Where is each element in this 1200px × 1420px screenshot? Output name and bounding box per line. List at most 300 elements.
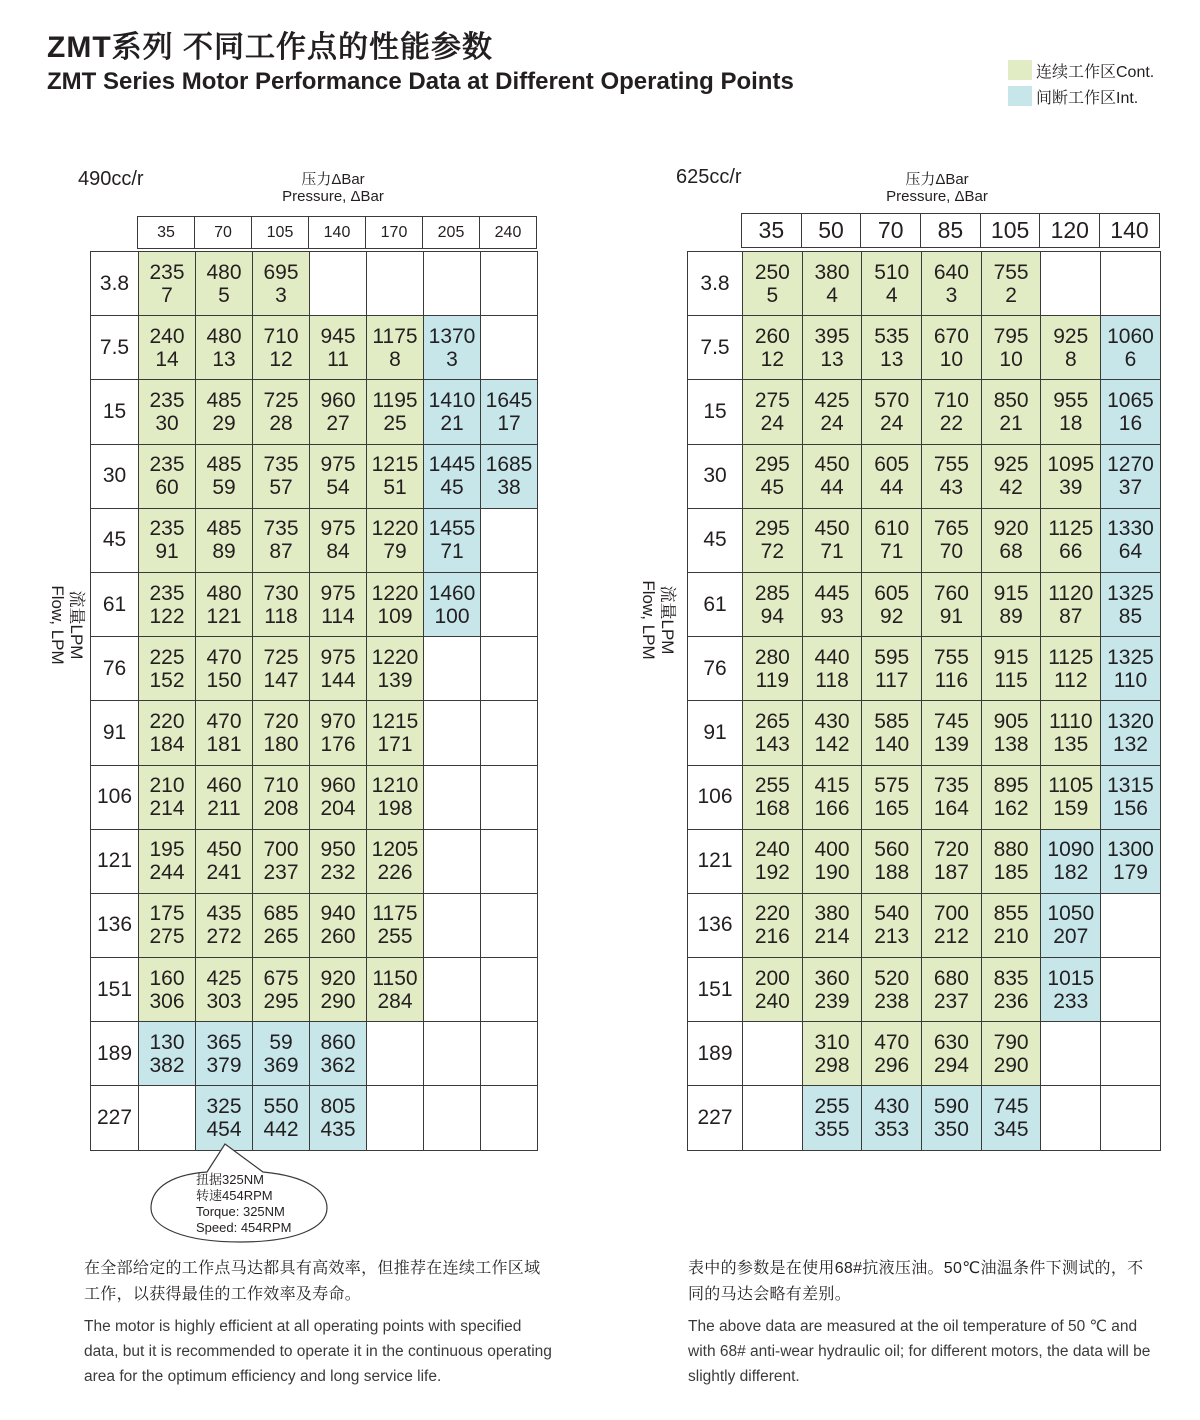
- speed-value: 4: [826, 283, 838, 307]
- speed-value: 284: [377, 989, 413, 1013]
- pressure-label-cn: 压力ΔBar: [905, 171, 969, 188]
- data-cell: [1101, 444, 1161, 508]
- torque-value: 1175: [372, 324, 418, 348]
- speed-value: 3: [945, 283, 958, 307]
- torque-value: 710: [263, 324, 299, 348]
- data-cell: [196, 1022, 253, 1086]
- torque-value: 925: [993, 453, 1029, 477]
- torque-value: 720: [263, 709, 299, 733]
- pressure-header-cell: 70: [195, 217, 252, 249]
- speed-value: 296: [874, 1053, 910, 1077]
- torque-value: 130: [149, 1030, 185, 1054]
- speed-value: 303: [206, 989, 242, 1013]
- data-cell: [1041, 380, 1101, 444]
- data-cell: [196, 893, 253, 957]
- data-cell: [1101, 316, 1161, 380]
- pressure-header-cell: 50: [801, 214, 861, 248]
- table-row: [91, 701, 538, 765]
- speed-value: 159: [1053, 797, 1089, 821]
- data-cell: [367, 380, 424, 444]
- data-cell: [802, 701, 862, 765]
- flow-cell: 61: [91, 572, 139, 636]
- data-cell: [1041, 1086, 1101, 1150]
- data-cell: [367, 252, 424, 316]
- speed-value: 164: [933, 797, 969, 821]
- data-cell: [367, 701, 424, 765]
- data-cell: [743, 1086, 803, 1150]
- torque-value: 1050: [1047, 902, 1095, 926]
- data-cell: [802, 316, 862, 380]
- pressure-header-cell: 35: [742, 214, 802, 248]
- speed-value: 171: [377, 732, 413, 756]
- speed-value: 22: [939, 411, 964, 435]
- speed-value: 185: [993, 861, 1029, 885]
- data-cell: [1041, 1022, 1101, 1086]
- torque-value: 920: [993, 517, 1029, 541]
- torque-value: 1315: [1107, 774, 1154, 798]
- data-cell: [981, 1022, 1041, 1086]
- pressure-header-cell: 140: [309, 217, 366, 249]
- torque-value: 975: [320, 453, 356, 477]
- torque-value: 1175: [372, 902, 418, 926]
- data-cell: [481, 444, 538, 508]
- torque-value: 430: [874, 1095, 910, 1119]
- data-cell: [253, 1086, 310, 1150]
- speed-value: 298: [814, 1053, 850, 1077]
- data-cell: [310, 316, 367, 380]
- torque-value: 630: [933, 1030, 969, 1054]
- table-row: [688, 701, 1161, 765]
- data-cell: [310, 1086, 367, 1150]
- speed-value: 198: [377, 797, 413, 821]
- data-cell: [862, 380, 922, 444]
- speed-value: 138: [993, 732, 1029, 756]
- data-cell: [253, 701, 310, 765]
- torque-value: 1065: [1107, 388, 1154, 412]
- speed-value: 68: [999, 540, 1023, 564]
- speed-value: 353: [874, 1118, 910, 1142]
- speed-value: 156: [1112, 797, 1148, 821]
- speed-value: 166: [814, 797, 850, 821]
- torque-value: 360: [814, 966, 850, 990]
- speed-value: 143: [754, 732, 790, 756]
- data-cell: [743, 380, 803, 444]
- torque-value: 480: [206, 581, 242, 605]
- legend-int: [1008, 86, 1138, 106]
- data-cell: [743, 893, 803, 957]
- torque-value: 755: [933, 453, 969, 477]
- speed-value: 114: [321, 604, 355, 628]
- torque-value: 450: [814, 517, 850, 541]
- pressure-header-cell: 240: [480, 217, 537, 249]
- torque-value: 235: [149, 453, 185, 477]
- data-cell: [424, 316, 481, 380]
- flow-cell: 121: [688, 829, 743, 893]
- data-cell: [253, 765, 310, 829]
- speed-value: 180: [263, 732, 299, 756]
- data-cell: [481, 637, 538, 701]
- table-row: [91, 508, 538, 572]
- torque-value: 430: [814, 709, 850, 733]
- torque-value: 1060: [1107, 324, 1154, 348]
- torque-value: 700: [933, 902, 969, 926]
- data-cell: [424, 893, 481, 957]
- data-cell: [424, 1086, 481, 1150]
- data-cell: [196, 637, 253, 701]
- legend-cont-swatch: [1008, 60, 1032, 80]
- speed-value: 71: [880, 540, 904, 564]
- torque-value: 380: [814, 260, 850, 284]
- speed-value: 24: [760, 411, 785, 435]
- table-row: [688, 1022, 1161, 1086]
- torque-value: 485: [206, 388, 242, 412]
- data-cell: [310, 380, 367, 444]
- speed-value: 4: [885, 283, 898, 307]
- data-cell: [481, 508, 538, 572]
- data-cell: [862, 444, 922, 508]
- speed-value: 16: [1118, 411, 1143, 435]
- speed-value: 140: [874, 732, 910, 756]
- speed-value: 93: [820, 604, 844, 628]
- torque-value: 1125: [1048, 645, 1094, 669]
- speed-value: 17: [497, 411, 521, 435]
- data-cell: [743, 316, 803, 380]
- speed-value: 435: [320, 1118, 356, 1142]
- speed-value: 306: [149, 989, 185, 1013]
- pressure-header-cell: 35: [138, 217, 195, 249]
- flow-cell: 136: [688, 893, 743, 957]
- data-cell: [367, 1086, 424, 1150]
- torque-value: 760: [933, 581, 969, 605]
- data-cell: [922, 958, 982, 1022]
- data-cell: [1041, 765, 1101, 829]
- data-cell: [310, 829, 367, 893]
- speed-value: 44: [820, 476, 844, 500]
- torque-value: 470: [874, 1030, 910, 1054]
- torque-value: 59: [269, 1030, 293, 1054]
- data-cell: [424, 701, 481, 765]
- data-cell: [743, 444, 803, 508]
- torque-value: 255: [754, 774, 790, 798]
- speed-value: 3: [446, 347, 458, 371]
- table-row: [688, 829, 1161, 893]
- torque-value: 435: [206, 902, 242, 926]
- torque-value: 720: [933, 838, 969, 862]
- torque-value: 850: [993, 388, 1029, 412]
- data-cell: [424, 829, 481, 893]
- speed-value: 89: [212, 540, 236, 564]
- note-left-en: The motor is highly efficient at all operating points with specified data, but it is recommended to operate it in the continuous operating area for the optimum efficiency and long service life.: [84, 1318, 552, 1385]
- data-cell: [424, 380, 481, 444]
- data-cell: [862, 958, 922, 1022]
- data-cell: [253, 252, 310, 316]
- legend-cont: [1008, 60, 1154, 80]
- data-cell: [922, 765, 982, 829]
- data-cell: [253, 829, 310, 893]
- speed-value: 187: [933, 861, 969, 885]
- data-cell: [424, 508, 481, 572]
- data-cell: [139, 829, 196, 893]
- torque-value: 605: [874, 453, 910, 477]
- torque-value: 195: [149, 838, 185, 862]
- torque-value: 950: [320, 838, 356, 862]
- flow-label-cn: 流量LPM: [658, 585, 677, 655]
- speed-value: 210: [993, 925, 1029, 949]
- speed-value: 442: [263, 1118, 299, 1142]
- torque-value: 425: [206, 966, 242, 990]
- speed-value: 144: [320, 668, 356, 692]
- data-cell: [1101, 637, 1161, 701]
- speed-value: 21: [999, 411, 1023, 435]
- data-cell: [310, 637, 367, 701]
- data-cell: [367, 893, 424, 957]
- speed-value: 45: [440, 476, 464, 500]
- speed-value: 64: [1118, 540, 1143, 564]
- torque-value: 470: [206, 645, 242, 669]
- data-cell: [1101, 508, 1161, 572]
- torque-value: 605: [874, 581, 910, 605]
- torque-value: 805: [320, 1095, 356, 1119]
- speed-value: 24: [820, 411, 844, 435]
- torque-value: 510: [874, 260, 910, 284]
- torque-value: 310: [814, 1030, 850, 1054]
- data-cell: [922, 444, 982, 508]
- data-cell: [253, 444, 310, 508]
- speed-value: 240: [754, 989, 790, 1013]
- flow-cell: 151: [688, 958, 743, 1022]
- data-cell: [139, 701, 196, 765]
- torque-value: 590: [933, 1095, 969, 1119]
- torque-value: 880: [993, 838, 1029, 862]
- data-cell: [981, 444, 1041, 508]
- data-cell: [196, 508, 253, 572]
- data-cell: [743, 252, 803, 316]
- torque-value: 380: [814, 902, 850, 926]
- speed-value: 142: [814, 732, 850, 756]
- torque-value: 975: [320, 645, 356, 669]
- speed-value: 79: [383, 540, 407, 564]
- flow-cell: 151: [91, 958, 139, 1022]
- pressure-header-cell: 140: [1100, 214, 1160, 248]
- data-cell: [196, 444, 253, 508]
- data-cell: [743, 958, 803, 1022]
- speed-value: 39: [1059, 476, 1083, 500]
- torque-value: 295: [754, 453, 790, 477]
- speed-value: 237: [263, 861, 299, 885]
- table-row: [688, 572, 1161, 636]
- torque-value: 235: [149, 260, 185, 284]
- data-cell: [1101, 893, 1161, 957]
- torque-value: 240: [754, 838, 790, 862]
- flow-cell: 15: [91, 380, 139, 444]
- speed-value: 179: [1112, 861, 1148, 885]
- torque-value: 535: [874, 324, 910, 348]
- table-row: [688, 508, 1161, 572]
- note-right-cn: 表中的参数是在使用68#抗液压油。50℃油温条件下测试的，不同的马达会略有差别。: [688, 1260, 1144, 1303]
- speed-value: 454: [206, 1118, 242, 1142]
- data-cell: [922, 572, 982, 636]
- data-cell: [196, 572, 253, 636]
- torque-value: 1455: [428, 517, 476, 541]
- torque-value: 485: [206, 517, 242, 541]
- data-cell: [481, 893, 538, 957]
- data-cell: [196, 316, 253, 380]
- data-cell: [481, 829, 538, 893]
- torque-value: 1205: [371, 838, 419, 862]
- data-cell: [981, 701, 1041, 765]
- torque-value: 945: [320, 324, 356, 348]
- data-cell: [922, 380, 982, 444]
- torque-value: 975: [320, 517, 356, 541]
- data-cell: [1041, 316, 1101, 380]
- flow-cell: 45: [91, 508, 139, 572]
- flow-label-490: [48, 575, 86, 675]
- table-row: [688, 893, 1161, 957]
- data-cell: [802, 893, 862, 957]
- data-cell: [1041, 829, 1101, 893]
- table-row: [688, 444, 1161, 508]
- torque-value: 1645: [485, 388, 533, 412]
- torque-value: 970: [320, 709, 356, 733]
- data-cell: [253, 637, 310, 701]
- flow-cell: 15: [688, 380, 743, 444]
- speed-value: 29: [212, 411, 236, 435]
- note-right-en: The above data are measured at the oil temperature of 50 ℃ and with 68# anti-wear hydraulic oil; for different motors, the data will be slightly different.: [688, 1318, 1151, 1385]
- data-cell: [1101, 1086, 1161, 1150]
- data-cell: [922, 637, 982, 701]
- data-cell: [253, 1022, 310, 1086]
- data-cell: [424, 765, 481, 829]
- legend-cont-label: 连续工作区Cont.: [1036, 63, 1155, 81]
- pressure-header-cell: 120: [1040, 214, 1100, 248]
- data-cell: [1101, 252, 1161, 316]
- data-cell: [196, 765, 253, 829]
- torque-value: 1215: [371, 453, 419, 477]
- data-cell: [367, 958, 424, 1022]
- data-cell: [253, 572, 310, 636]
- torque-value: 685: [263, 902, 299, 926]
- speed-value: 11: [327, 347, 349, 371]
- torque-value: 470: [206, 709, 242, 733]
- data-cell: [481, 252, 538, 316]
- speed-value: 237: [933, 989, 969, 1013]
- speed-value: 30: [155, 411, 179, 435]
- torque-value: 265: [754, 709, 790, 733]
- flow-cell: 76: [91, 637, 139, 701]
- data-cell: [981, 380, 1041, 444]
- pressure-header-cell: 85: [921, 214, 981, 248]
- callout-text: [196, 1172, 291, 1236]
- torque-value: 925: [1053, 324, 1089, 348]
- data-cell: [139, 508, 196, 572]
- data-cell: [1101, 380, 1161, 444]
- data-cell: [1041, 572, 1101, 636]
- speed-value: 43: [939, 476, 964, 500]
- torque-value: 575: [874, 774, 910, 798]
- torque-value: 1320: [1107, 709, 1154, 733]
- table-row: [91, 252, 538, 316]
- data-cell: [922, 316, 982, 380]
- torque-value: 1220: [371, 645, 419, 669]
- table-row: [91, 765, 538, 829]
- speed-value: 290: [993, 1053, 1029, 1077]
- speed-value: 382: [149, 1053, 185, 1077]
- data-cell: [981, 637, 1041, 701]
- speed-value: 57: [269, 476, 293, 500]
- data-cell: [481, 958, 538, 1022]
- data-cell: [1041, 637, 1101, 701]
- table-row: [688, 316, 1161, 380]
- speed-value: 119: [755, 668, 790, 692]
- data-cell: [862, 252, 922, 316]
- torque-value: 440: [814, 645, 850, 669]
- data-cell: [424, 572, 481, 636]
- data-cell: [481, 765, 538, 829]
- data-cell: [310, 893, 367, 957]
- table-row: [688, 637, 1161, 701]
- torque-value: 160: [149, 966, 185, 990]
- data-cell: [424, 637, 481, 701]
- flow-cell: 189: [91, 1022, 139, 1086]
- flow-cell: 136: [91, 893, 139, 957]
- torque-value: 1125: [1048, 517, 1094, 541]
- torque-value: 1220: [371, 517, 419, 541]
- data-cell: [862, 701, 922, 765]
- flow-cell: 76: [688, 637, 743, 701]
- torque-value: 920: [320, 966, 356, 990]
- torque-value: 1095: [1047, 453, 1095, 477]
- note-left-cn: 在全部给定的工作点马达都具有高效率，但推荐在连续工作区域工作，以获得最佳的工作效率及寿命。: [84, 1260, 541, 1303]
- speed-value: 211: [207, 797, 241, 821]
- data-cell: [310, 444, 367, 508]
- speed-value: 60: [155, 476, 179, 500]
- speed-value: 66: [1059, 540, 1083, 564]
- torque-value: 275: [754, 388, 790, 412]
- table-row: [91, 958, 538, 1022]
- speed-value: 181: [206, 732, 242, 756]
- torque-value: 260: [754, 324, 790, 348]
- data-cell: [1041, 252, 1101, 316]
- speed-value: 5: [218, 283, 230, 307]
- torque-value: 1210: [371, 774, 419, 798]
- flow-cell: 30: [91, 444, 139, 508]
- data-cell: [862, 829, 922, 893]
- torque-value: 1220: [371, 581, 419, 605]
- legend-int-swatch: [1008, 86, 1032, 106]
- pressure-header-cell: 105: [980, 214, 1040, 248]
- speed-value: 59: [212, 476, 236, 500]
- speed-value: 71: [820, 540, 844, 564]
- flow-label-625: [639, 570, 677, 670]
- torque-value: 1090: [1047, 838, 1095, 862]
- table-row: [91, 1086, 538, 1150]
- table-row: [91, 444, 538, 508]
- torque-value: 795: [993, 324, 1029, 348]
- data-cell: [139, 1022, 196, 1086]
- torque-value: 480: [206, 260, 242, 284]
- speed-value: 244: [149, 861, 185, 885]
- torque-value: 285: [754, 581, 790, 605]
- torque-value: 235: [149, 581, 185, 605]
- torque-value: 415: [814, 774, 850, 798]
- pressure-label-625: [862, 171, 1012, 205]
- torque-value: 1445: [428, 453, 476, 477]
- data-cell: [139, 316, 196, 380]
- torque-value: 640: [933, 260, 969, 284]
- flow-cell: 91: [688, 701, 743, 765]
- torque-value: 1015: [1047, 966, 1095, 990]
- speed-value: 27: [326, 411, 350, 435]
